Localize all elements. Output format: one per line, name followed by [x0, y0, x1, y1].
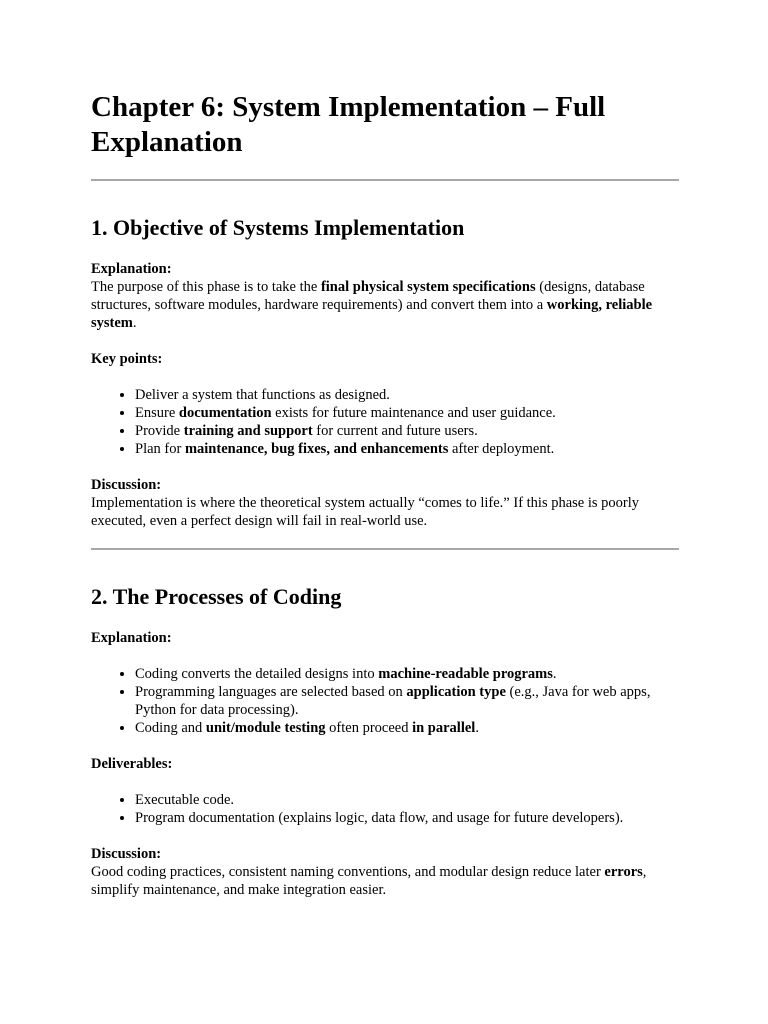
section-heading-coding: 2. The Processes of Coding — [91, 584, 342, 609]
document-page — [91, 90, 679, 899]
discussion-label: Discussion: — [91, 477, 162, 493]
list-item: • Executable code. — [135, 791, 679, 809]
section-heading-objective: 1. Objective of Systems Implementation — [91, 215, 465, 240]
explanation-paragraph: The purpose of this phase is to take the final physical system specifications (designs, database structures, software modules, hardware requirements) and convert them into a working, reliable system. — [91, 279, 653, 331]
divider — [91, 179, 679, 181]
explanation-label: Explanation: — [91, 630, 172, 646]
list-item: • Provide training and support for current and future users. — [135, 422, 679, 440]
discussion-paragraph: Good coding practices, consistent naming conventions, and modular design reduce later errors, simplify maintenance, and make integration easier. — [91, 864, 647, 898]
explanation-list — [91, 665, 679, 737]
page-title: Chapter 6: System Implementation – Full Explanation — [91, 91, 606, 158]
list-item: • Program documentation (explains logic, data flow, and usage for future developers). — [135, 809, 679, 827]
divider — [91, 548, 679, 550]
list-item: • Coding and unit/module testing often proceed in parallel. — [135, 719, 679, 737]
list-item: • Coding converts the detailed designs into machine-readable programs. — [135, 665, 679, 683]
list-item: • Programming languages are selected based on application type (e.g., Java for web apps, Python for data processing). — [135, 683, 679, 719]
list-item: • Deliver a system that functions as designed. — [135, 386, 679, 404]
explanation-label: Explanation: — [91, 261, 172, 277]
list-item: • Ensure documentation exists for future maintenance and user guidance. — [135, 404, 679, 422]
discussion-paragraph: Implementation is where the theoretical system actually “comes to life.” If this phase is poorly executed, even a perfect design will fail in real-world use. — [91, 495, 640, 529]
discussion-label: Discussion: — [91, 846, 162, 862]
list-item: • Plan for maintenance, bug fixes, and enhancements after deployment. — [135, 440, 679, 458]
key-points-list — [91, 386, 679, 458]
deliverables-label: Deliverables: — [91, 756, 173, 772]
deliverables-list — [91, 791, 679, 827]
key-points-label: Key points: — [91, 351, 163, 367]
